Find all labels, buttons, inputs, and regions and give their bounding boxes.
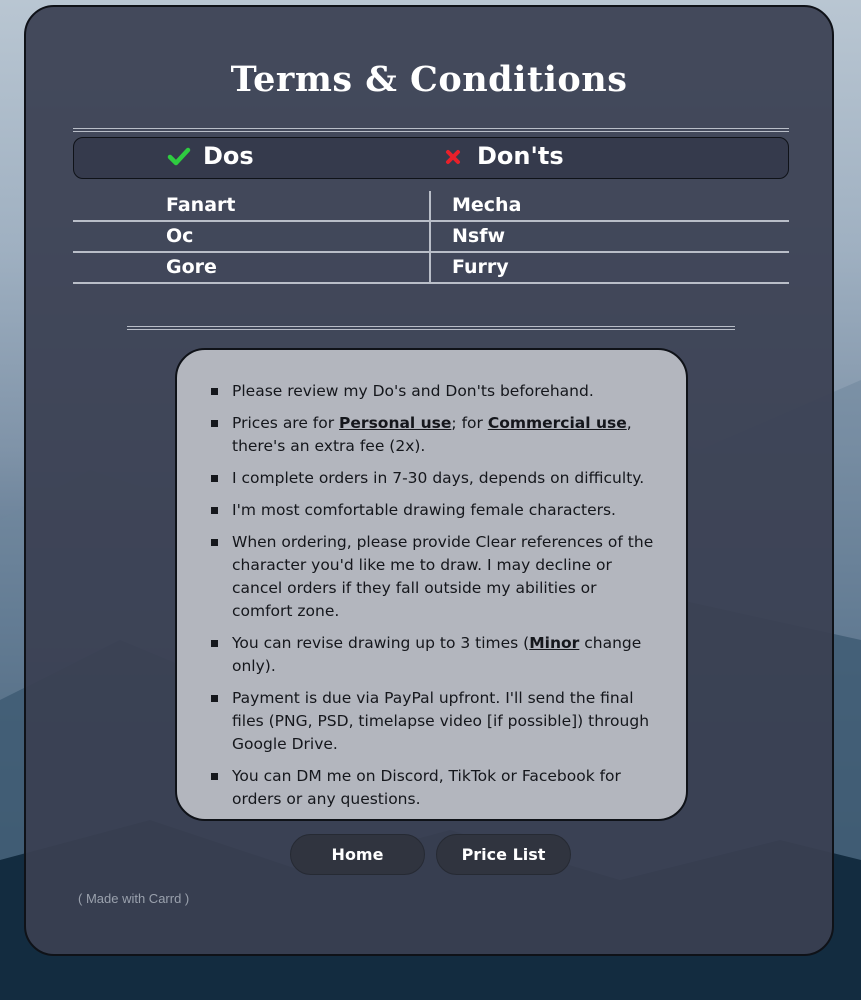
- bullet-icon: [211, 475, 218, 482]
- bullet-icon: [211, 640, 218, 647]
- do-item: Fanart: [166, 194, 236, 216]
- list-item-text: You can revise drawing up to 3 times (: [232, 634, 530, 652]
- terms-list-item: [207, 499, 658, 522]
- dont-item: Mecha: [452, 194, 522, 216]
- terms-list-item: [207, 687, 658, 756]
- dos-donts-header: [73, 137, 789, 179]
- donts-label: Don'ts: [477, 142, 564, 170]
- dos-heading: [165, 142, 254, 170]
- list-item-text: , there's an extra fee (2x).: [232, 414, 632, 455]
- checkmark-icon: [165, 142, 193, 170]
- terms-list-item: [207, 412, 658, 458]
- made-with-carrd-link[interactable]: ( Made with Carrd ): [78, 891, 190, 906]
- bullet-icon: [211, 695, 218, 702]
- home-button[interactable]: Home: [290, 834, 425, 875]
- list-item-text: You can DM me on Discord, TikTok or Facebook for orders or any questions.: [232, 767, 621, 808]
- terms-notes-box: [175, 348, 688, 821]
- terms-list-item: [207, 765, 658, 811]
- underlined-term: Commercial use: [487, 414, 627, 432]
- table-row: [73, 191, 789, 222]
- table-row: [73, 253, 789, 284]
- dos-donts-table: [73, 191, 789, 284]
- bullet-icon: [211, 388, 218, 395]
- table-row: [73, 222, 789, 253]
- section-divider: [127, 326, 735, 330]
- bullet-icon: [211, 420, 218, 427]
- list-item-text: Payment is due via PayPal upfront. I'll send the final files (PNG, PSD, timelapse video [if possible]) through Google Drive.: [232, 689, 650, 753]
- underlined-term: Personal use: [339, 414, 452, 432]
- underlined-term: Minor: [529, 634, 580, 652]
- do-item: Gore: [166, 256, 217, 278]
- donts-heading: [439, 142, 564, 170]
- terms-list-item: [207, 467, 658, 490]
- page-title: Terms & Conditions: [230, 59, 628, 100]
- list-item-text: I'm most comfortable drawing female characters.: [232, 501, 616, 519]
- bullet-icon: [211, 539, 218, 546]
- dos-label: Dos: [203, 142, 254, 170]
- cross-icon: [439, 142, 467, 170]
- list-item-text: When ordering, please provide Clear references of the character you'd like me to draw. I may decline or cancel orders if they fall outside my abilities or comfort zone.: [232, 533, 654, 620]
- terms-list-item: [207, 380, 658, 403]
- list-item-text: change only).: [232, 634, 642, 675]
- terms-list-item: [207, 531, 658, 623]
- terms-list-item: [207, 632, 658, 678]
- do-item: Oc: [166, 225, 194, 247]
- list-item-text: Please review my Do's and Don'ts beforehand.: [232, 382, 594, 400]
- dont-item: Nsfw: [452, 225, 506, 247]
- bullet-icon: [211, 507, 218, 514]
- list-item-text: ; for: [451, 414, 488, 432]
- title-divider: [73, 128, 789, 132]
- price-list-button[interactable]: Price List: [436, 834, 571, 875]
- dont-item: Furry: [452, 256, 509, 278]
- bullet-icon: [211, 773, 218, 780]
- list-item-text: Prices are for: [232, 414, 340, 432]
- list-item-text: I complete orders in 7-30 days, depends on difficulty.: [232, 469, 645, 487]
- terms-list: [207, 380, 658, 811]
- terms-card: [24, 5, 834, 956]
